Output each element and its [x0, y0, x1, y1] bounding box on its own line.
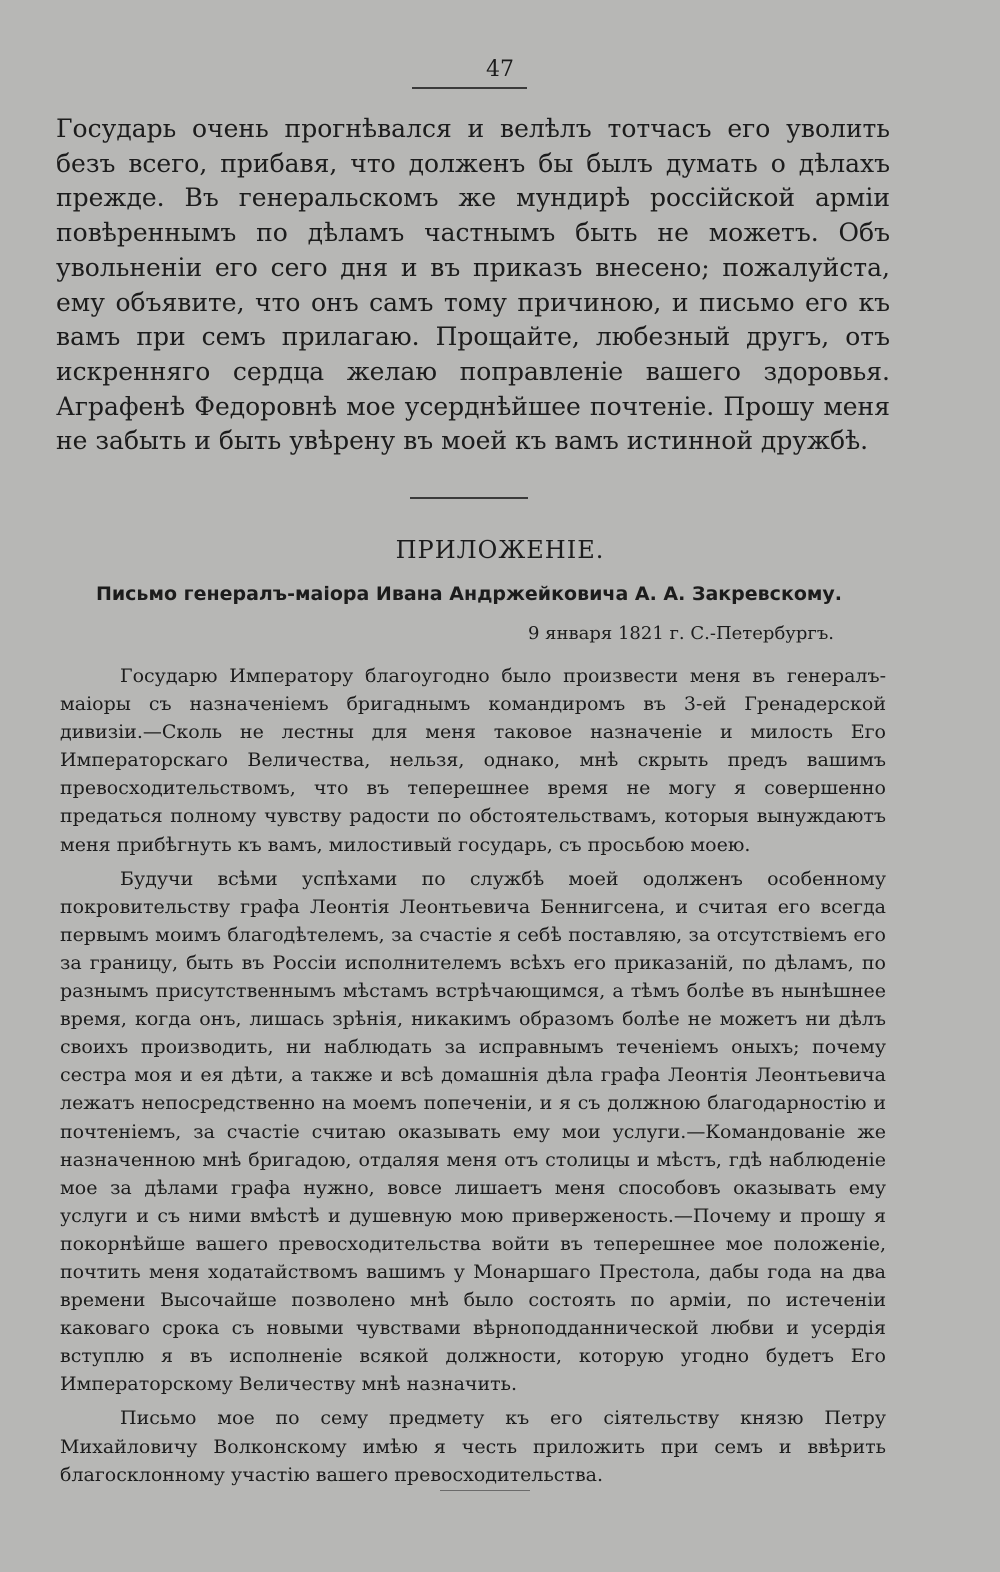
page-number: 47	[486, 57, 514, 82]
letter-date: 9 января 1821 г. С.-Петербургъ.	[527, 623, 834, 644]
letter-body	[60, 662, 886, 1495]
section-divider	[410, 497, 528, 499]
letter-paragraph: Будучи всѣми успѣхами по службѣ моей одолженъ особенному покровительству графа Леонтія Леонтьевича Беннигсена, и считая его всегда первымъ моимъ благодѣтелемъ, за счастіе я себѣ поставляю, за отсутствіемъ его за границу, быть въ Россіи исполнителемъ всѣхъ его приказаній, по дѣламъ, по разнымъ присутственнымъ мѣстамъ встрѣчающимся, а тѣмъ болѣе въ нынѣшнее время, когда онъ, лишась зрѣнія, никакимъ образомъ болѣе не можетъ ни дѣлъ своихъ производить, ни наблюдать за исправнымъ теченіемъ оныхъ; почему сестра моя и ея дѣти, а также и всѣ домашнія дѣла графа Леонтія Леонтьевича лежатъ непосредственно на моемъ попеченіи, и я съ должною благодарностію и почтеніемъ, за счастіе считаю оказывать ему мои услуги.—Командованіе же назначенною мнѣ бригадою, отдаляя меня отъ столицы и мѣстъ, гдѣ наблюденіе мое за дѣлами графа нужно, вовсе лишаетъ меня способовъ оказывать ему услуги и съ ними вмѣстѣ и душевную мою приверженость.—Почему и прошу я покорнѣйше вашего превосходительства войти въ теперешнее мое положеніе, почтить меня ходатайствомъ вашимъ у Монаршаго Престола, дабы года на два времени Высочайше позволено мнѣ было состоять по арміи, по истеченіи каковаго срока съ новыми чувствами вѣрноподданнической любви и усердія вступлю я въ исполненіе всякой должности, которую угодно будетъ Его Императорскому Величеству мнѣ назначить.	[60, 867, 886, 1396]
letter-closing-text: Государь очень прогнѣвался и велѣлъ тотчасъ его уволить безъ всего, прибавя, что долженъ бы былъ думать о дѣлахъ прежде. Въ генеральскомъ же мундирѣ россійской арміи повѣреннымъ по дѣламъ частнымъ быть не можетъ. Объ увольненіи его сего дня и въ приказъ внесено; пожалуйста, ему объявите, что онъ самъ тому причиною, и письмо его къ вамъ при семъ прилагаю. Прощайте, любезный другъ, отъ искренняго сердца желаю поправленіе вашего здоровья. Аграфенѣ Федоровнѣ мое усерднѣйшее почтеніе. Прошу меня не забыть и быть увѣрену въ моей къ вамъ истинной дружбѣ.	[56, 114, 890, 456]
letter-title: Письмо генералъ-маіора Ивана Андржейковича А. А. Закревскому.	[95, 583, 843, 605]
header-rule	[412, 87, 527, 89]
appendix-heading: ПРИЛОЖЕНІЕ.	[395, 536, 605, 564]
letter-paragraph: Письмо мое по сему предмету къ его сіятельству князю Петру Михайловичу Волконскому имѣю я честь приложить при семъ и ввѣрить благосклонному участію вашего превосходительства.	[60, 1407, 886, 1486]
letter-paragraph: Государю Императору благоугодно было произвести меня въ генералъ-маіоры съ назначеніемъ бригаднымъ командиромъ въ 3-ей Гренадерской дивизіи.—Сколь не лестны для меня таковое назначеніе и милость Его Императорскаго Величества, нельзя, однако, мнѣ скрыть предъ вашимъ превосходительствомъ, что въ теперешнее время не могу я совершенно предаться полному чувству радости по обстоятельствамъ, которыя вынуждаютъ меня прибѣгнуть къ вамъ, милостивый государь, съ просьбою моею.	[60, 665, 886, 856]
footer-rule	[440, 1490, 530, 1491]
